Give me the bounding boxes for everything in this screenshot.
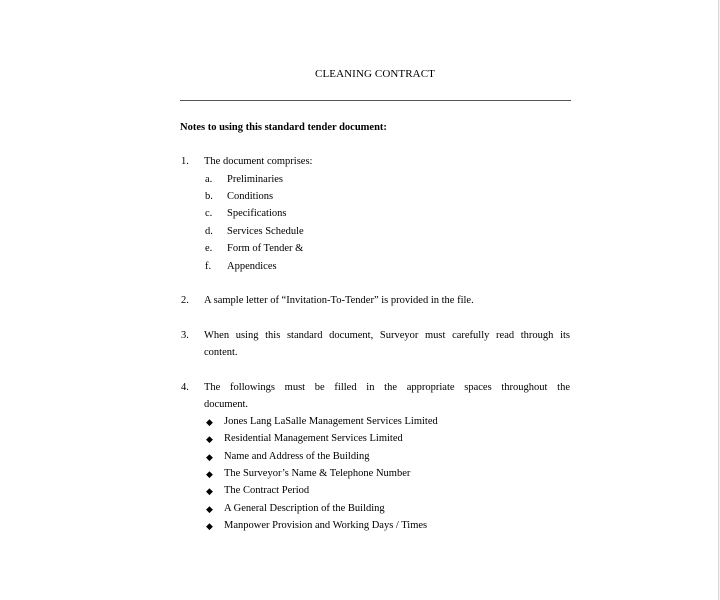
bullet-item: Name and Address of the Building (224, 451, 370, 462)
subitem-text: Specifications (227, 208, 287, 219)
subitem-text: Form of Tender & (227, 243, 304, 254)
item-3-line-2: content. (204, 347, 238, 358)
bullet-item: The Surveyor’s Name & Telephone Number (224, 468, 411, 479)
subitem-text: Services Schedule (227, 226, 304, 237)
diamond-bullet-icon: ◆ (206, 504, 213, 514)
item-1-text: The document comprises: (204, 156, 313, 167)
notes-heading: Notes to using this standard tender document: (180, 122, 387, 133)
subitem-letter: b. (205, 191, 213, 202)
bullet-item: A General Description of the Building (224, 503, 385, 514)
subitem-letter: f. (205, 261, 212, 272)
diamond-bullet-icon: ◆ (206, 434, 213, 444)
title-divider (180, 100, 571, 101)
subitem-letter: a. (205, 174, 213, 185)
subitem-letter: d. (205, 226, 213, 237)
bullet-item: The Contract Period (224, 485, 310, 496)
subitem-text: Preliminaries (227, 174, 283, 185)
item-3-line-1: When using this standard document, Surveyor must carefully read through its (204, 330, 570, 341)
diamond-bullet-icon: ◆ (206, 521, 213, 531)
item-1-number: 1. (181, 156, 189, 167)
diamond-bullet-icon: ◆ (206, 469, 213, 479)
subitem-letter: c. (205, 208, 213, 219)
item-2-number: 2. (181, 295, 189, 306)
diamond-bullet-icon: ◆ (206, 452, 213, 462)
item-4-line-2: document. (204, 399, 249, 410)
subitem-text: Appendices (227, 261, 277, 272)
item-3-number: 3. (181, 330, 189, 341)
subitem-letter: e. (205, 243, 213, 254)
diamond-bullet-icon: ◆ (206, 486, 213, 496)
item-4-line-1: The followings must be filled in the appropriate spaces throughout the (204, 382, 570, 393)
document-title: CLEANING CONTRACT (315, 68, 435, 80)
bullet-item: Manpower Provision and Working Days / Times (224, 520, 428, 531)
item-2-text: A sample letter of “Invitation-To-Tender” is provided in the file. (204, 295, 474, 306)
item-4-number: 4. (181, 382, 189, 393)
diamond-bullet-icon: ◆ (206, 417, 213, 427)
subitem-text: Conditions (227, 191, 274, 202)
bullet-item: Residential Management Services Limited (224, 433, 403, 444)
bullet-item: Jones Lang LaSalle Management Services Limited (224, 416, 438, 427)
